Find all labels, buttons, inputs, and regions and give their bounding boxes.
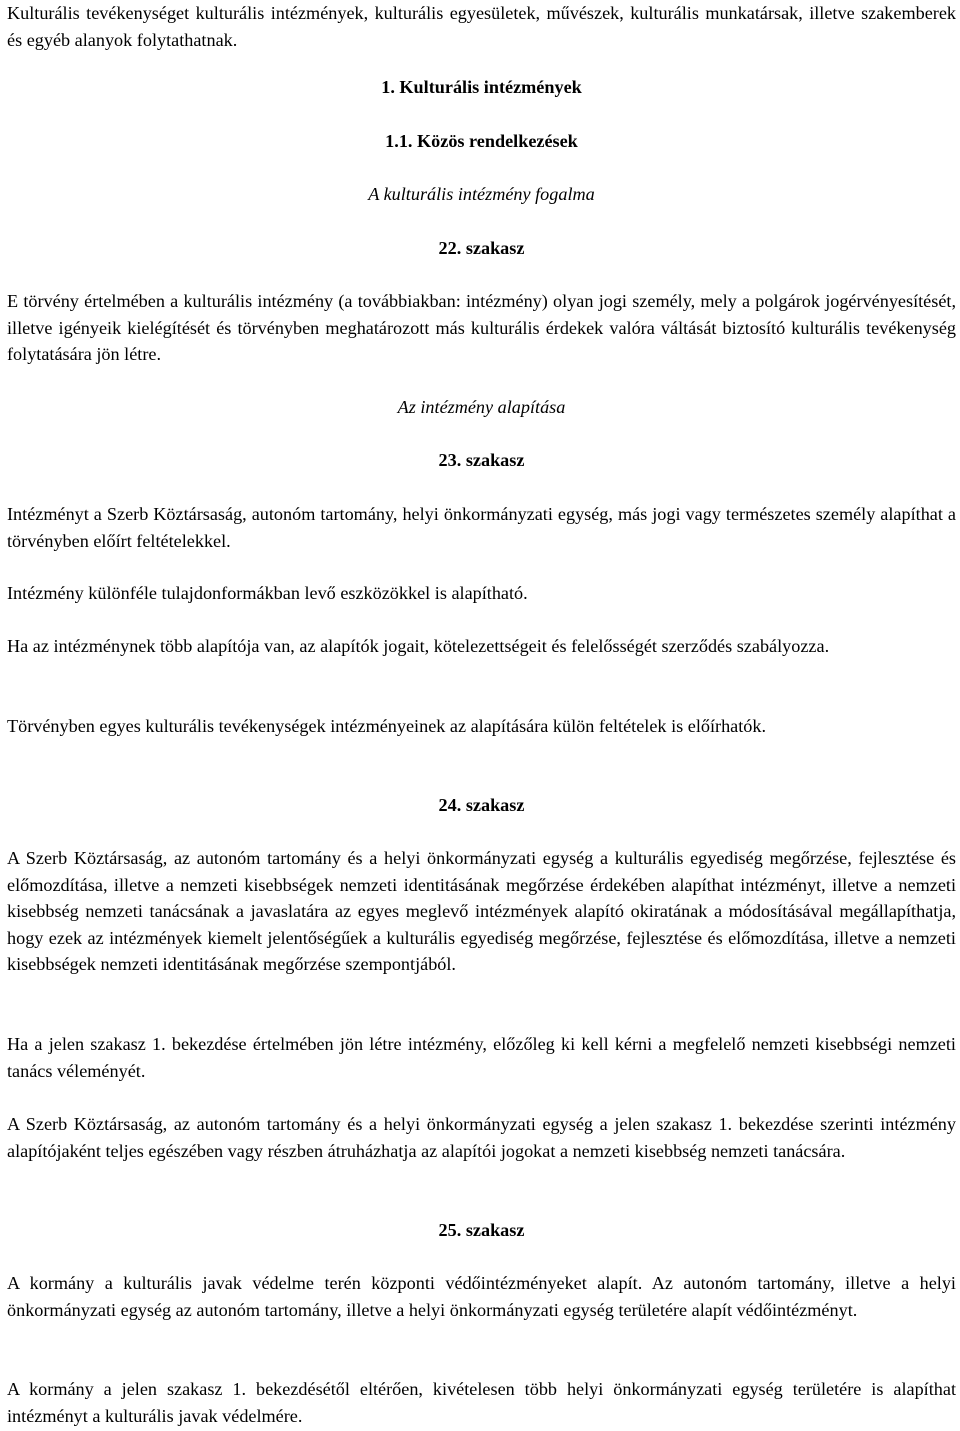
article-23-heading: 23. szakasz [438, 450, 525, 470]
article-24-paragraph-2: Ha a jelen szakasz 1. bekezdése értelmében jön létre intézmény, előzőleg ki kell kérni a megfelelő nemzeti kisebbségi nemzeti tanács véleményét. [7, 1034, 956, 1081]
article-23-paragraph-2: Intézmény különféle tulajdonformákban levő eszközökkel is alapítható. [7, 583, 528, 603]
article-24-paragraph-1: A Szerb Köztársaság, az autonóm tartomány és a helyi önkormányzati egység a kulturális egyediség megőrzése, fejlesztése és előmozdítása, illetve a nemzeti kisebbségek nemzeti identitásának megőrzése érdekében alapíthat intézményt, illetve a nemzeti kisebbség nemzeti tanácsának a javaslatára az egyes meglevő intézmények alapító okiratának a módosításával megállapíthatja, hogy ezek az intézmények kiemelt jelentőségűek a kulturális egyediség megőrzése, fejlesztése és előmozdítása, illetve a nemzeti kisebbségek nemzeti identitásának megőrzése szempontjából. [7, 848, 956, 975]
article-23-paragraph-1: Intézményt a Szerb Köztársaság, autonóm tartomány, helyi önkormányzati egység, más jogi vagy természetes személy alapíthat a törvényben előírt feltételekkel. [7, 504, 956, 551]
article-23-paragraph-3: Ha az intézménynek több alapítója van, az alapítók jogait, kötelezettségeit és felelősségét szerződés szabályozza. [7, 636, 830, 656]
article-22-paragraph-1: E törvény értelmében a kulturális intézmény (a továbbiakban: intézmény) olyan jogi személy, mely a polgárok jogérvényesítését, illetve igényeik kielégítését és törvényben meghatározott más kulturális érdekek valóra váltását biztosító kulturális tevékenység folytatására jön létre. [7, 291, 956, 365]
subheading-concept: A kulturális intézmény fogalma [368, 184, 595, 204]
section-heading: 1.1. Közös rendelkezések [385, 131, 578, 151]
article-25-paragraph-2: A kormány a jelen szakasz 1. bekezdésétől eltérően, kivételesen több helyi önkormányzati egység területére is alapíthat intézményt a kulturális javak védelmére. [7, 1379, 956, 1426]
article-24-paragraph-3: A Szerb Köztársaság, az autonóm tartomány és a helyi önkormányzati egység a jelen szakasz 1. bekezdése szerinti intézmény alapítójaként teljes egészében vagy részben átruházhatja az alapítói jogokat a nemzeti kisebbség nemzeti tanácsára. [7, 1114, 956, 1161]
chapter-heading: 1. Kulturális intézmények [381, 77, 582, 97]
subheading-founding: Az intézmény alapítása [397, 397, 566, 417]
article-24-heading: 24. szakasz [438, 795, 525, 815]
article-23-paragraph-4: Törvényben egyes kulturális tevékenységek intézményeinek az alapítására külön feltételek is előírhatók. [7, 716, 767, 736]
article-22-heading: 22. szakasz [438, 238, 525, 258]
article-25-paragraph-1: A kormány a kulturális javak védelme terén központi védőintézményeket alapít. Az autonóm tartomány, illetve a helyi önkormányzati egység az autonóm tartomány, illetve a helyi önkormányzati egység területére alapít védőintézményt. [7, 1273, 956, 1320]
article-25-heading: 25. szakasz [438, 1220, 525, 1240]
intro-paragraph: Kulturális tevékenységet kulturális intézmények, kulturális egyesületek, művészek, kulturális munkatársak, illetve szakemberek és egyéb alanyok folytathatnak. [7, 3, 956, 50]
